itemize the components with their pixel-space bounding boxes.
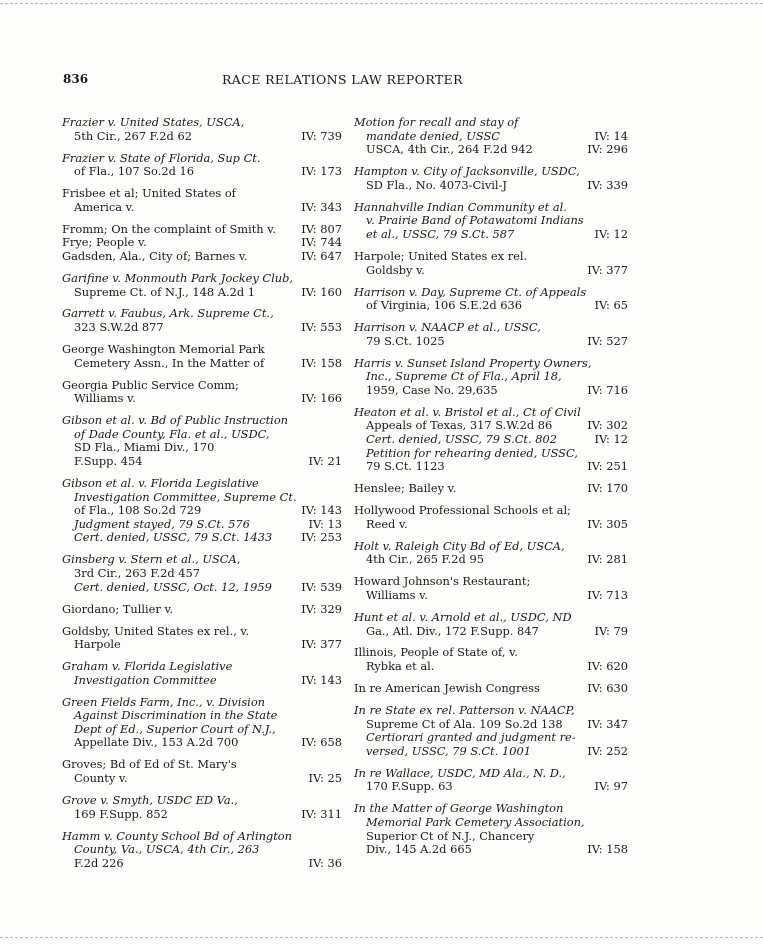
volume-page-ref: IV: 630	[587, 681, 628, 696]
entry-line	[354, 611, 628, 625]
entry-line	[354, 130, 628, 144]
entry-text: Harrison v. Day, Supreme Ct. of Appeals	[354, 284, 587, 299]
entry-text: In the Matter of George Washington	[354, 801, 564, 816]
entry-line	[354, 704, 628, 718]
entry-line	[62, 428, 342, 442]
entry-text: Cert. denied, USSC, 79 S.Ct. 802	[366, 432, 557, 447]
entry-line	[354, 830, 628, 844]
entry-line	[62, 152, 342, 166]
entry-text: Williams v.	[74, 391, 136, 406]
volume-page-ref: IV: 252	[587, 743, 628, 758]
volume-page-ref: IV: 251	[587, 459, 628, 474]
entry-line	[62, 830, 342, 844]
entry-text: Frazier v. United States, USCA,	[62, 115, 245, 129]
volume-page-ref: IV: 343	[301, 199, 342, 214]
volume-page-ref: IV: 281	[587, 552, 628, 567]
index-entry	[354, 357, 628, 398]
entry-line	[62, 625, 342, 639]
index-entry	[62, 223, 342, 264]
entry-text: 79 S.Ct. 1025	[366, 333, 445, 348]
entry-line	[62, 455, 342, 469]
entry-line	[62, 709, 342, 723]
entry-line	[62, 491, 342, 505]
entry-line	[354, 460, 628, 474]
entry-line	[354, 660, 628, 674]
entry-line	[62, 581, 342, 595]
entry-text: 4th Cir., 265 F.2d 95	[366, 552, 484, 567]
entry-text: Harris v. Sunset Island Property Owners,	[354, 355, 592, 370]
entry-text: Hannahville Indian Community et al.	[354, 199, 567, 214]
entry-text: Goldsby v.	[366, 262, 425, 277]
entry-line	[62, 518, 342, 532]
entry-text: 1959, Case No. 29,635	[366, 382, 498, 397]
entry-text: Holt v. Raleigh City Bd of Ed, USCA,	[354, 538, 565, 553]
entry-line	[62, 286, 342, 300]
volume-page-ref: IV: 160	[301, 284, 342, 299]
entry-line	[354, 214, 628, 228]
entry-text: of Fla., 107 So.2d 16	[74, 164, 194, 179]
entry-line	[354, 286, 628, 300]
entry-line	[354, 299, 628, 313]
index-entry	[62, 343, 342, 370]
entry-text: Supreme Ct. of N.J., 148 A.2d 1	[74, 284, 256, 299]
volume-page-ref: IV: 12	[594, 226, 628, 241]
entry-text: Rybka et al.	[366, 659, 435, 674]
entry-text: County v.	[74, 771, 128, 786]
entry-line	[62, 553, 342, 567]
index-entry	[62, 116, 342, 143]
entry-line	[354, 321, 628, 335]
index-entry	[354, 321, 628, 348]
volume-page-ref: IV: 527	[587, 333, 628, 348]
volume-page-ref: IV: 143	[301, 672, 342, 687]
entry-text: Fromm; On the complaint of Smith v.	[62, 221, 276, 236]
page-number: 836	[63, 72, 89, 86]
entry-line	[62, 638, 342, 652]
entry-line	[62, 696, 342, 710]
index-entry	[354, 482, 628, 496]
entry-line	[354, 357, 628, 371]
entry-line	[62, 441, 342, 455]
entry-line	[354, 731, 628, 745]
page-header	[0, 72, 763, 90]
volume-page-ref: IV: 739	[301, 128, 342, 143]
index-entry	[354, 250, 628, 277]
entry-text: Cert. denied, USSC, 79 S.Ct. 1433	[74, 530, 273, 545]
entry-text: Groves; Bd of Ed of St. Mary's	[62, 757, 237, 772]
entry-text: Gadsden, Ala., City of; Barnes v.	[62, 248, 248, 263]
entry-line	[62, 736, 342, 750]
entry-text: Memorial Park Cemetery Association,	[366, 814, 585, 829]
entry-text: 169 F.Supp. 852	[74, 806, 168, 821]
entry-line	[62, 723, 342, 737]
entry-line	[354, 264, 628, 278]
entry-text: County, Va., USCA, 4th Cir., 263	[74, 842, 260, 857]
entry-line	[62, 843, 342, 857]
entry-text: Hollywood Professional Schools et al;	[354, 503, 571, 518]
index-entry	[354, 802, 628, 856]
entry-line	[62, 414, 342, 428]
entry-line	[62, 272, 342, 286]
entry-text: 3rd Cir., 263 F.2d 457	[74, 565, 201, 580]
volume-page-ref: IV: 170	[587, 481, 628, 496]
entry-line	[354, 228, 628, 242]
index-entry	[354, 286, 628, 313]
volume-page-ref: IV: 377	[301, 637, 342, 652]
entry-text: Garrett v. Faubus, Ark. Supreme Ct.,	[62, 306, 274, 321]
entry-text: In re Wallace, USDC, MD Ala., N. D.,	[354, 765, 566, 780]
entry-text: Investigation Committee	[74, 672, 217, 687]
entry-line	[62, 165, 342, 179]
index-entry	[62, 152, 342, 179]
entry-text: Frazier v. State of Florida, Sup Ct.	[62, 150, 261, 165]
volume-page-ref: IV: 305	[587, 516, 628, 531]
entry-text: Against Discrimination in the State	[74, 708, 278, 723]
index-entry	[354, 504, 628, 531]
right-column	[354, 116, 628, 865]
index-entry	[62, 603, 342, 617]
volume-page-ref: IV: 97	[594, 779, 628, 794]
entry-line	[62, 772, 342, 786]
entry-line	[354, 843, 628, 857]
entry-line	[354, 447, 628, 461]
entry-text: of Fla., 108 So.2d 729	[74, 503, 202, 518]
entry-text: Illinois, People of State of, v.	[354, 645, 518, 660]
entry-line	[62, 794, 342, 808]
entry-line	[354, 419, 628, 433]
entry-line	[354, 767, 628, 781]
left-column	[62, 116, 342, 879]
entry-line	[354, 780, 628, 794]
entry-text: SD Fla., Miami Div., 170	[74, 440, 215, 455]
entry-text: 79 S.Ct. 1123	[366, 459, 445, 474]
entry-text: Harpole; United States ex rel.	[354, 248, 528, 263]
entry-line	[62, 357, 342, 371]
index-entry	[62, 830, 342, 871]
entry-text: George Washington Memorial Park	[62, 342, 265, 357]
entry-line	[354, 802, 628, 816]
entry-text: Georgia Public Service Comm;	[62, 377, 239, 392]
volume-page-ref: IV: 647	[301, 248, 342, 263]
index-entry	[354, 767, 628, 794]
entry-line	[354, 165, 628, 179]
entry-text: F.2d 226	[74, 855, 124, 870]
entry-text: Giordano; Tullier v.	[62, 601, 174, 616]
entry-line	[354, 482, 628, 496]
running-head: RACE RELATIONS LAW REPORTER	[222, 72, 463, 87]
entry-line	[62, 116, 342, 130]
entry-text: Appeals of Texas, 317 S.W.2d 86	[366, 418, 553, 433]
entry-text: Investigation Committee, Supreme Ct.	[74, 489, 297, 504]
entry-text: of Dade County, Fla. et al., USDC,	[74, 426, 270, 441]
entry-text: Goldsby, United States ex rel., v.	[62, 623, 250, 638]
volume-page-ref: IV: 65	[594, 298, 628, 313]
entry-line	[62, 808, 342, 822]
index-entry	[354, 165, 628, 192]
entry-line	[62, 392, 342, 406]
entry-line	[354, 589, 628, 603]
volume-page-ref: IV: 716	[587, 382, 628, 397]
entry-text: USCA, 4th Cir., 264 F.2d 942	[366, 142, 533, 157]
entry-line	[354, 406, 628, 420]
entry-text: F.Supp. 454	[74, 454, 143, 468]
entry-line	[354, 553, 628, 567]
entry-text: Inc., Supreme Ct of Fla., April 18,	[366, 369, 562, 384]
volume-page-ref: IV: 14	[594, 128, 628, 143]
entry-text: Garifine v. Monmouth Park Jockey Club,	[62, 270, 294, 285]
entry-line	[62, 674, 342, 688]
volume-page-ref: IV: 658	[301, 735, 342, 750]
entry-line	[354, 504, 628, 518]
entry-text: Cert. denied, USSC, Oct. 12, 1959	[74, 579, 272, 594]
entry-line	[62, 758, 342, 772]
entry-line	[354, 201, 628, 215]
volume-page-ref: IV: 339	[587, 177, 628, 192]
entry-text: of Virginia, 106 S.E.2d 636	[366, 298, 522, 313]
entry-text: Frye; People v.	[62, 235, 147, 250]
entry-line	[62, 477, 342, 491]
index-entry	[62, 379, 342, 406]
entry-text: Green Fields Farm, Inc., v. Division	[62, 694, 266, 709]
index-entry	[354, 575, 628, 602]
entry-text: Motion for recall and stay of	[354, 115, 519, 129]
entry-line	[354, 816, 628, 830]
entry-text: 323 S.W.2d 877	[74, 320, 164, 335]
index-entry	[62, 758, 342, 785]
entry-text: Superior Ct of N.J., Chancery	[366, 828, 535, 843]
entry-text: Howard Johnson's Restaurant;	[354, 574, 531, 589]
index-entry	[62, 660, 342, 687]
index-entry	[62, 414, 342, 468]
index-entry	[62, 625, 342, 652]
entry-text: Hunt et al. v. Arnold et al., USDC, ND	[354, 609, 572, 624]
entry-line	[354, 370, 628, 384]
entry-line	[354, 540, 628, 554]
entry-line	[354, 433, 628, 447]
entry-line	[354, 718, 628, 732]
index-entry	[62, 307, 342, 334]
index-entry	[354, 704, 628, 758]
entry-line	[62, 531, 342, 545]
entry-text: Certiorari granted and judgment re-	[366, 730, 576, 745]
entry-text: Williams v.	[366, 587, 428, 602]
volume-page-ref: IV: 296	[587, 142, 628, 157]
entry-text: Gibson et al. v. Florida Legislative	[62, 475, 259, 490]
entry-text: Heaton et al. v. Bristol et al., Ct of Civil	[354, 404, 581, 419]
volume-page-ref: IV: 807	[301, 221, 342, 236]
volume-page-ref: IV: 539	[301, 579, 342, 594]
volume-page-ref: IV: 329	[301, 601, 342, 616]
entry-line	[62, 343, 342, 357]
entry-text: mandate denied, USSC	[366, 128, 500, 143]
index-entry	[62, 553, 342, 594]
entry-line	[62, 321, 342, 335]
entry-text: SD Fla., No. 4073-Civil-J	[366, 177, 507, 192]
volume-page-ref: IV: 311	[301, 806, 342, 821]
volume-page-ref: IV: 158	[587, 842, 628, 857]
bottom-border	[0, 937, 763, 938]
entry-text: et al., USSC, 79 S.Ct. 587	[366, 226, 515, 241]
entry-text: v. Prairie Band of Potawatomi Indians	[366, 213, 584, 228]
entry-line	[354, 682, 628, 696]
index-entry	[354, 611, 628, 638]
entry-line	[354, 518, 628, 532]
index-entry	[62, 272, 342, 299]
entry-line	[354, 143, 628, 157]
entry-text: Appellate Div., 153 A.2d 700	[74, 735, 239, 750]
entry-text: Hamm v. County School Bd of Arlington	[62, 828, 292, 843]
entry-text: Frisbee et al; United States of	[62, 186, 236, 201]
entry-line	[354, 625, 628, 639]
entry-text: Grove v. Smyth, USDC ED Va.,	[62, 793, 238, 807]
entry-line	[62, 130, 342, 144]
entry-line	[62, 857, 342, 871]
entry-line	[354, 575, 628, 589]
volume-page-ref: IV: 744	[301, 235, 342, 250]
entry-line	[354, 384, 628, 398]
entry-text: 5th Cir., 267 F.2d 62	[74, 128, 192, 143]
entry-text: Harrison v. NAACP et al., USSC,	[354, 320, 541, 335]
entry-line	[62, 236, 342, 250]
entry-line	[62, 504, 342, 518]
index-entry	[62, 477, 342, 545]
index-entry	[62, 794, 342, 821]
volume-page-ref: IV: 347	[587, 716, 628, 731]
entry-text: Henslee; Bailey v.	[354, 481, 457, 496]
volume-page-ref: IV: 12	[594, 432, 628, 447]
entry-line	[62, 603, 342, 617]
index-entry	[354, 682, 628, 696]
volume-page-ref: IV: 13	[308, 516, 342, 531]
index-entry	[354, 201, 628, 242]
volume-page-ref: IV: 377	[587, 262, 628, 277]
index-entry	[354, 116, 628, 157]
index-entry	[354, 406, 628, 474]
entry-text: Dept of Ed., Superior Court of N.J.,	[74, 721, 276, 736]
entry-line	[62, 567, 342, 581]
entry-text: Ga., Atl. Div., 172 F.Supp. 847	[366, 623, 539, 638]
entry-line	[62, 187, 342, 201]
entry-text: Ginsberg v. Stern et al., USCA,	[62, 552, 241, 567]
entry-line	[62, 250, 342, 264]
top-border	[0, 3, 763, 4]
index-entry	[62, 696, 342, 750]
entry-text: In re American Jewish Congress	[354, 681, 540, 696]
entry-text: Div., 145 A.2d 665	[366, 842, 472, 857]
entry-line	[354, 116, 628, 130]
volume-page-ref: IV: 79	[594, 623, 628, 638]
entry-text: Gibson et al. v. Bd of Public Instruction	[62, 413, 289, 428]
entry-text: Harpole	[74, 637, 121, 652]
entry-line	[354, 745, 628, 759]
volume-page-ref: IV: 302	[587, 418, 628, 433]
volume-page-ref: IV: 553	[301, 320, 342, 335]
volume-page-ref: IV: 713	[587, 587, 628, 602]
entry-line	[62, 379, 342, 393]
entry-text: Hampton v. City of Jacksonville, USDC,	[354, 164, 580, 179]
entry-text: Judgment stayed, 79 S.Ct. 576	[74, 516, 250, 531]
index-entry	[62, 187, 342, 214]
volume-page-ref: IV: 158	[301, 355, 342, 370]
entry-line	[62, 201, 342, 215]
entry-text: In re State ex rel. Patterson v. NAACP,	[354, 703, 575, 718]
entry-line	[62, 307, 342, 321]
volume-page-ref: IV: 173	[301, 164, 342, 179]
entry-line	[62, 223, 342, 237]
entry-line	[354, 179, 628, 193]
entry-text: Reed v.	[366, 516, 408, 531]
index-entry	[354, 540, 628, 567]
entry-text: 170 F.Supp. 63	[366, 779, 453, 794]
volume-page-ref: IV: 253	[301, 530, 342, 545]
entry-text: versed, USSC, 79 S.Ct. 1001	[366, 743, 531, 758]
volume-page-ref: IV: 21	[308, 454, 342, 468]
entry-text: Petition for rehearing denied, USSC,	[366, 445, 578, 460]
entry-line	[62, 660, 342, 674]
entry-text: Cemetery Assn., In the Matter of	[74, 355, 265, 370]
entry-text: Graham v. Florida Legislative	[62, 659, 233, 674]
volume-page-ref: IV: 25	[308, 771, 342, 786]
entry-line	[354, 335, 628, 349]
entry-line	[354, 250, 628, 264]
entry-text: Supreme Ct of Ala. 109 So.2d 138	[366, 716, 563, 731]
index-entry	[354, 646, 628, 673]
volume-page-ref: IV: 36	[308, 855, 342, 870]
volume-page-ref: IV: 620	[587, 659, 628, 674]
volume-page-ref: IV: 166	[301, 391, 342, 406]
entry-line	[354, 646, 628, 660]
volume-page-ref: IV: 143	[301, 503, 342, 518]
entry-text: America v.	[74, 199, 135, 214]
